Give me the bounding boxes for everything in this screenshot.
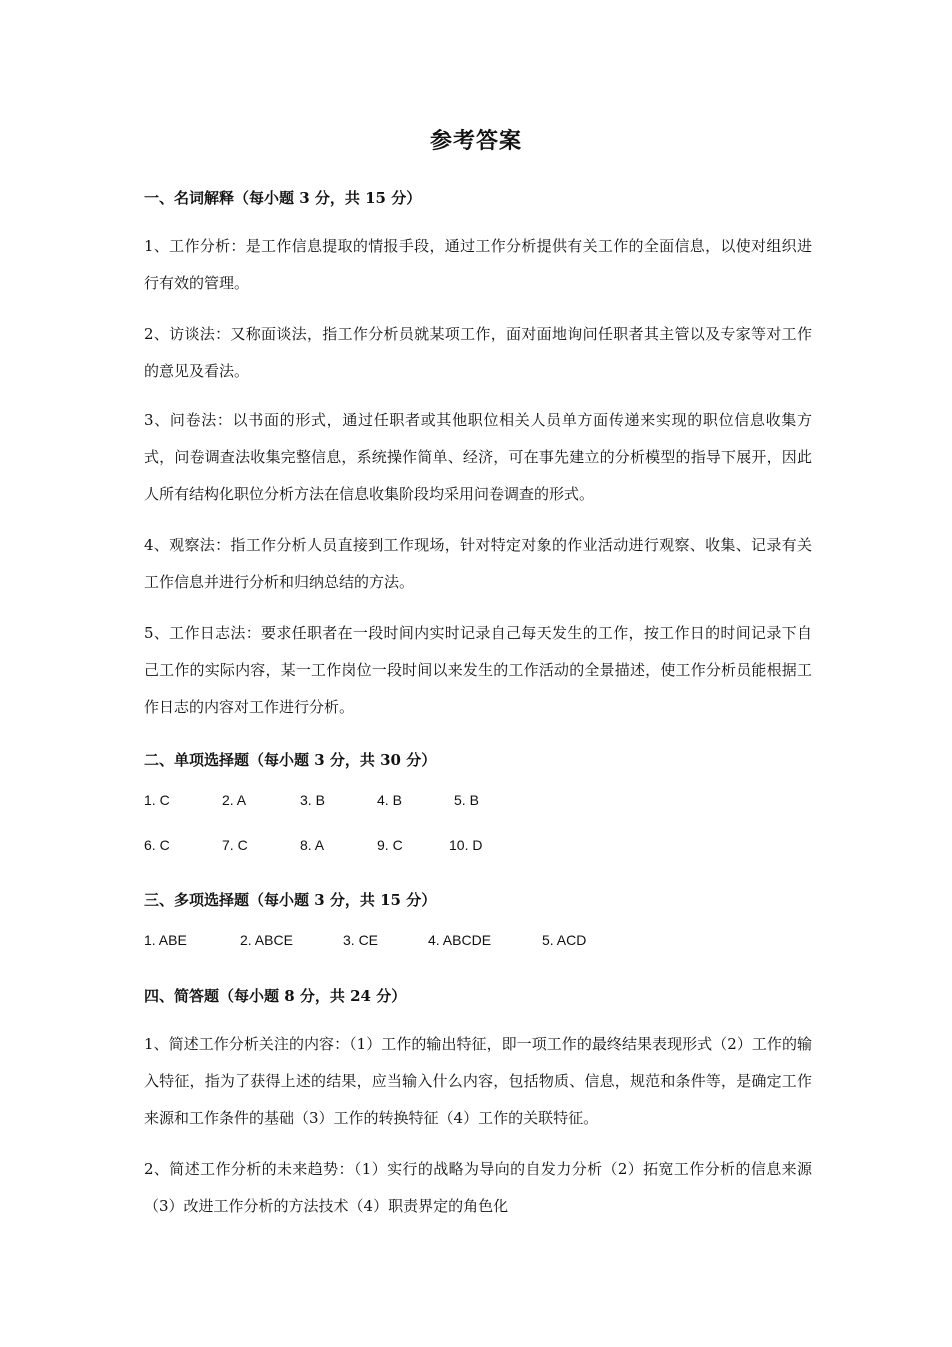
answer-5: 5. ACD xyxy=(542,932,587,948)
short-answer-2: 2、简述工作分析的未来趋势：（1）实行的战略为导向的自发力分析（2）拓宽工作分析的信息来源（3）改进工作分析的方法技术（4）职责界定的角色化 xyxy=(144,1160,812,1215)
answer-7: 7. C xyxy=(222,837,248,853)
term-definition-4: 4、观察法：指工作分析人员直接到工作现场，针对特定对象的作业活动进行观察、收集、记录有关工作信息并进行分析和归纳总结的方法。 xyxy=(144,536,812,591)
answer-6: 6. C xyxy=(144,837,170,853)
single-choice-answers-row-1 xyxy=(144,792,812,812)
answer-8: 8. A xyxy=(300,837,325,853)
term-definition-1: 1、工作分析：是工作信息提取的情报手段，通过工作分析提供有关工作的全面信息，以使对组织进行有效的管理。 xyxy=(144,237,812,292)
answer-3: 3. B xyxy=(300,792,325,808)
multiple-choice-answers-row xyxy=(144,932,812,952)
answer-4: 4. B xyxy=(377,792,402,808)
section-2-heading: 二、单项选择题（每小题 3 分，共 30 分） xyxy=(144,751,437,769)
answer-9: 9. C xyxy=(377,837,403,853)
section-3-heading: 三、多项选择题（每小题 3 分，共 15 分） xyxy=(144,891,437,909)
page-title: 参考答案 xyxy=(429,128,522,154)
answer-5: 5. B xyxy=(454,792,479,808)
answer-2: 2. A xyxy=(222,792,247,808)
term-definition-5: 5、工作日志法：要求任职者在一段时间内实时记录自己每天发生的工作，按工作日的时间记录下自己工作的实际内容，某一工作岗位一段时间以来发生的工作活动的全景描述，使工作分析员能根据工作日志的内容对工作进行分析。 xyxy=(144,624,812,716)
answer-1: 1. C xyxy=(144,792,170,808)
answer-10: 10. D xyxy=(449,837,483,853)
answer-2: 2. ABCE xyxy=(240,932,293,948)
answer-1: 1. ABE xyxy=(144,932,187,948)
section-1-heading: 一、名词解释（每小题 3 分，共 15 分） xyxy=(144,189,422,207)
section-4-heading: 四、简答题（每小题 8 分，共 24 分） xyxy=(144,987,407,1005)
answer-3: 3. CE xyxy=(343,932,379,948)
single-choice-answers-row-2 xyxy=(144,837,812,857)
term-definition-3: 3、问卷法：以书面的形式，通过任职者或其他职位相关人员单方面传递来实现的职位信息收集方式，问卷调查法收集完整信息，系统操作简单、经济，可在事先建立的分析模型的指导下展开，因此人所有结构化职位分析方法在信息收集阶段均采用问卷调查的形式。 xyxy=(144,411,812,503)
answer-4: 4. ABCDE xyxy=(428,932,492,948)
short-answer-1: 1、简述工作分析关注的内容：（1）工作的输出特征，即一项工作的最终结果表现形式（2）工作的输入特征，指为了获得上述的结果，应当输入什么内容，包括物质、信息，规范和条件等，是确定工作来源和工作条件的基础（3）工作的转换特征（4）工作的关联特征。 xyxy=(144,1035,812,1127)
term-definition-2: 2、访谈法：又称面谈法，指工作分析员就某项工作，面对面地询问任职者其主管以及专家等对工作的意见及看法。 xyxy=(144,325,812,380)
